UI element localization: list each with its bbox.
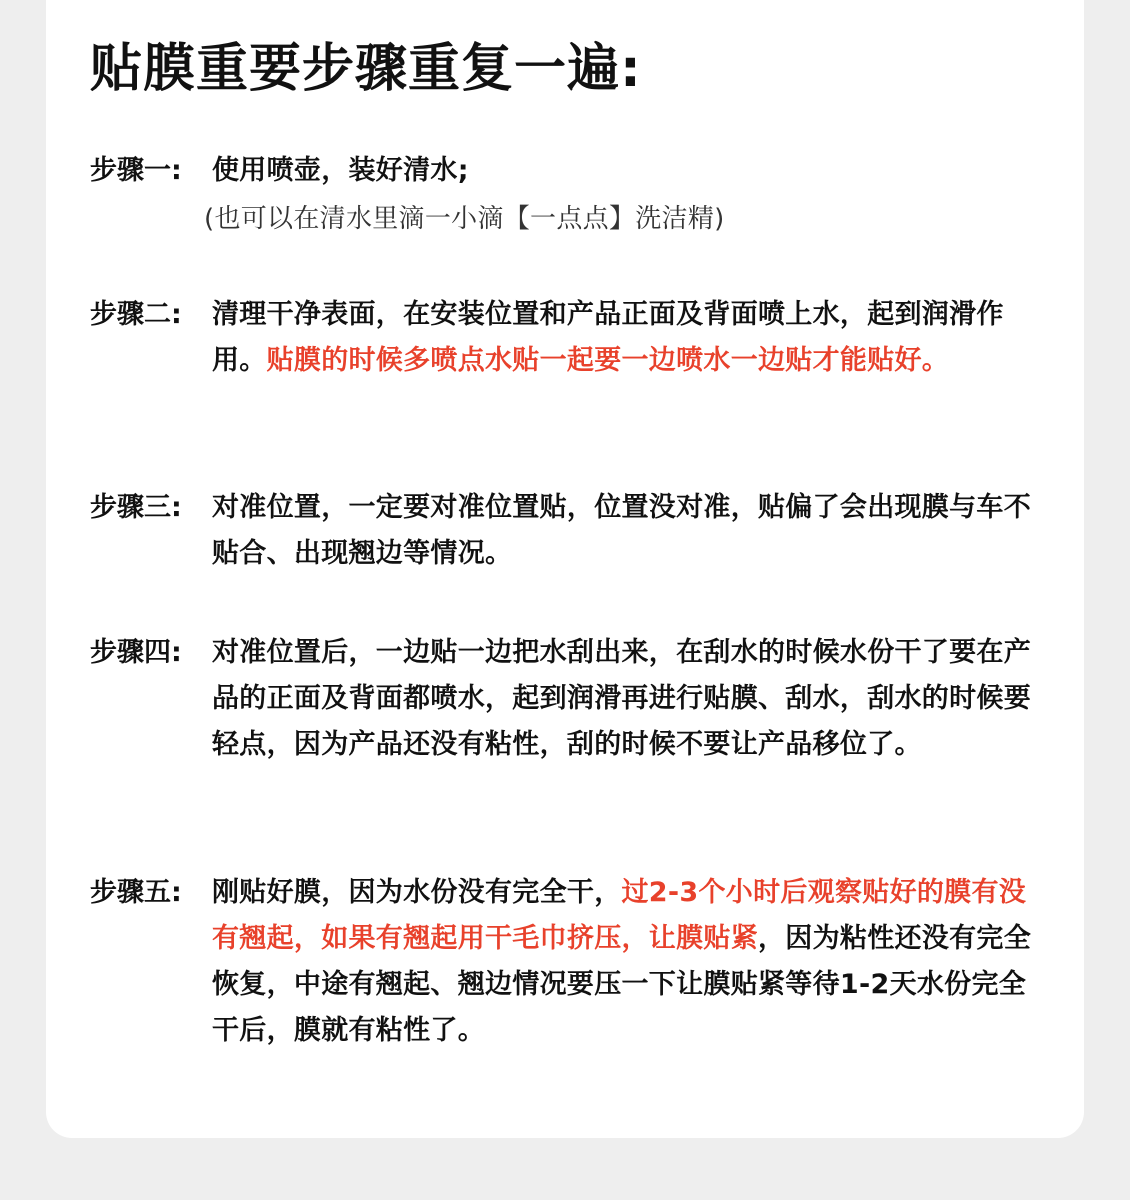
step-3-label: 步骤三: (90, 492, 182, 523)
step-5-highlight: 过2-3个小时后观察贴好的膜有没有翘起，如果有翘起用干毛巾挤压，让膜贴紧 (212, 877, 1027, 954)
step-5-body (212, 870, 1044, 1054)
step-1-body (204, 148, 1044, 242)
step-1-note: (也可以在清水里滴一小滴【一点点】洗洁精) (204, 204, 725, 234)
step-2-label: 步骤二: (90, 299, 182, 330)
step-5-text-before: 刚贴好膜，因为水份没有完全干， (212, 877, 622, 908)
step-5-text-after: ，因为粘性还没有完全恢复，中途有翘起、翘边情况要压一下让膜贴紧等待1-2天水份完全干后，膜就有粘性了。 (212, 923, 1031, 1046)
step-3-text: 对准位置，一定要对准位置贴，位置没对准，贴偏了会出现膜与车不贴合、出现翘边等情况。 (212, 492, 1031, 569)
step-1 (90, 148, 1050, 242)
step-4-label: 步骤四: (90, 637, 182, 668)
step-2-highlight: 贴膜的时候多喷点水贴一起要一边喷水一边贴才能贴好。 (266, 345, 950, 376)
step-3 (90, 485, 1050, 577)
step-4-text: 对准位置后，一边贴一边把水刮出来，在刮水的时候水份干了要在产品的正面及背面都喷水，起到润滑再进行贴膜、刮水，刮水的时候要轻点，因为产品还没有粘性，刮的时候不要让产品移位了。 (212, 637, 1031, 760)
step-2-text: 清理干净表面，在安装位置和产品正面及背面喷上水，起到润滑作用。 (212, 299, 1004, 376)
page-title: 贴膜重要步骤重复一遍: (90, 39, 642, 99)
step-1-label: 步骤一: (90, 155, 182, 186)
step-5-label: 步骤五: (90, 877, 182, 908)
step-4 (90, 630, 1050, 768)
step-4-body (212, 630, 1044, 768)
step-5 (90, 870, 1050, 1054)
step-1-text: 使用喷壶，装好清水; (212, 155, 469, 186)
step-3-body (212, 485, 1044, 577)
step-2 (90, 292, 1050, 384)
step-2-body (212, 292, 1044, 384)
